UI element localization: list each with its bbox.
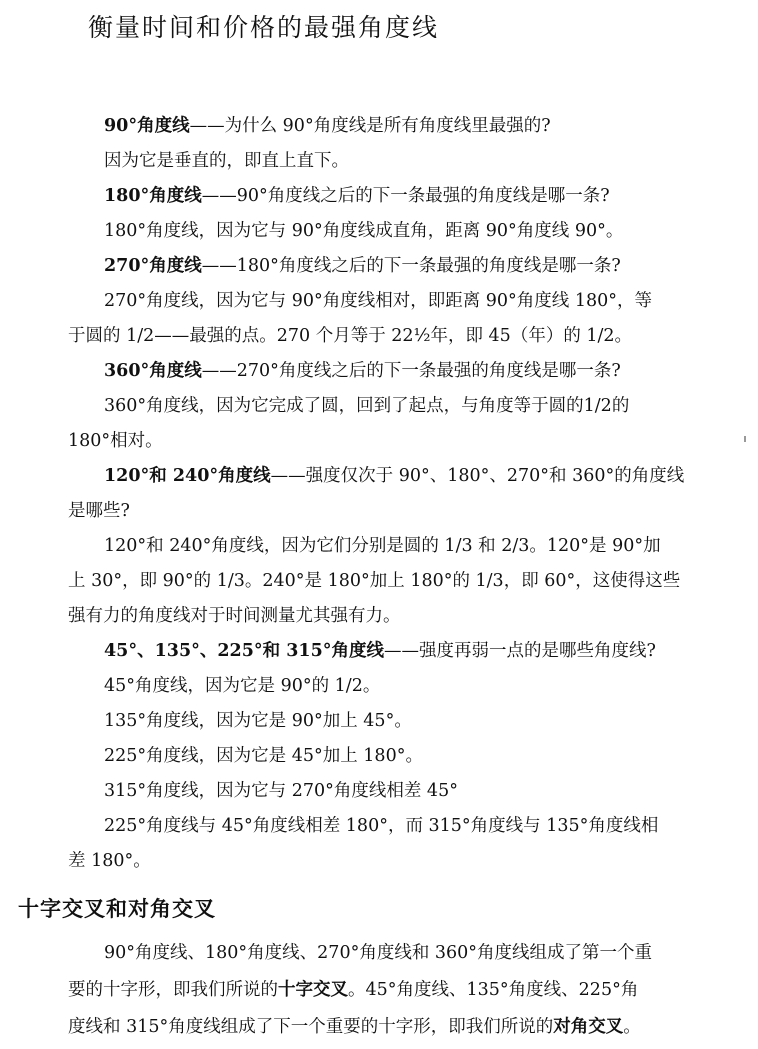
term-cross: 十字交叉 [278, 980, 348, 1000]
section-text: 要的十字形，即我们所说的 [68, 980, 278, 1000]
qa-line [0, 774, 758, 809]
qa-text: 强有力的角度线对于时间测量尤其强有力。 [68, 606, 401, 626]
qa-line [0, 459, 758, 494]
qa-text: 180°角度线，因为它与 90°角度线成直角，距离 90°角度线 90°。 [104, 221, 624, 241]
qa-line [0, 564, 758, 599]
qa-text: 270°角度线，因为它与 90°角度线相对，即距离 90°角度线 180°，等 [104, 291, 653, 311]
qa-lead: 270°角度线 [104, 256, 202, 276]
section-text: 90°角度线、180°角度线、270°角度线和 360°角度线组成了第一个重 [104, 943, 653, 963]
qa-text: ——90°角度线之后的下一条最强的角度线是哪一条? [201, 186, 610, 206]
qa-line [0, 529, 758, 564]
scan-edge-mark [744, 436, 746, 442]
qa-line [0, 214, 758, 249]
section-body [0, 935, 758, 1046]
section-line [0, 935, 758, 972]
qa-lead: 120°和 240°角度线 [104, 466, 271, 486]
qa-line [0, 109, 758, 144]
qa-text: ——强度仅次于 90°、180°、270°和 360°的角度线 [270, 466, 685, 486]
qa-text: 因为它是垂直的，即直上直下。 [104, 151, 349, 171]
qa-line [0, 144, 758, 179]
qa-line [0, 844, 758, 879]
qa-text: ——180°角度线之后的下一条最强的角度线是哪一条? [201, 256, 621, 276]
section-line [0, 1009, 758, 1046]
qa-text: 上 30°，即 90°的 1/3。240°是 180°加上 180°的 1/3，即 60°，这使得这些 [68, 571, 681, 591]
qa-text: 差 180°。 [68, 851, 151, 871]
qa-line [0, 809, 758, 844]
qa-text: 225°角度线，因为它是 45°加上 180°。 [104, 746, 423, 766]
page-running-head: 衡量时间和价格的最强角度线 [88, 13, 440, 42]
qa-text: ——强度再弱一点的是哪些角度线? [384, 641, 656, 661]
section-text: 度线和 315°角度线组成了下一个重要的十字形，即我们所说的 [68, 1017, 554, 1037]
qa-line [0, 424, 758, 459]
qa-text: 于圆的 1/2——最强的点。270 个月等于 22½年，即 45（年）的 1/2。 [68, 326, 633, 346]
term-diagonal-cross: 对角交叉 [553, 1017, 624, 1037]
qa-text: 135°角度线，因为它是 90°加上 45°。 [104, 711, 412, 731]
qa-line [0, 739, 758, 774]
qa-text: ——270°角度线之后的下一条最强的角度线是哪一条? [201, 361, 621, 381]
qa-line [0, 319, 758, 354]
qa-line [0, 179, 758, 214]
qa-list [0, 109, 758, 879]
qa-text: 45°角度线，因为它是 90°的 1/2。 [104, 676, 381, 696]
qa-lead: 180°角度线 [104, 186, 202, 206]
qa-line [0, 389, 758, 424]
section-text: 。 [623, 1017, 641, 1037]
qa-text: 120°和 240°角度线，因为它们分别是圆的 1/3 和 2/3。120°是 90°加 [104, 536, 661, 556]
qa-line [0, 634, 758, 669]
qa-line [0, 704, 758, 739]
qa-line [0, 354, 758, 389]
qa-text: 225°角度线与 45°角度线相差 180°，而 315°角度线与 135°角度线相 [104, 816, 659, 836]
section-line [0, 972, 758, 1009]
qa-lead: 45°、135°、225°和 315°角度线 [104, 641, 385, 661]
qa-lead: 360°角度线 [104, 361, 202, 381]
qa-text: ——为什么 90°角度线是所有角度线里最强的? [189, 116, 551, 136]
qa-line [0, 249, 758, 284]
qa-text: 180°相对。 [68, 431, 163, 451]
section-heading: 十字交叉和对角交叉 [18, 897, 216, 921]
qa-text: 360°角度线，因为它完成了圆，回到了起点，与角度等于圆的1/2的 [104, 396, 630, 416]
qa-line [0, 599, 758, 634]
qa-lead: 90°角度线 [104, 116, 190, 136]
qa-line [0, 669, 758, 704]
qa-line [0, 284, 758, 319]
qa-text: 315°角度线，因为它与 270°角度线相差 45° [104, 781, 458, 801]
qa-text: 是哪些? [68, 501, 130, 521]
qa-line [0, 494, 758, 529]
section-text: 。45°角度线、135°角度线、225°角 [348, 980, 639, 1000]
